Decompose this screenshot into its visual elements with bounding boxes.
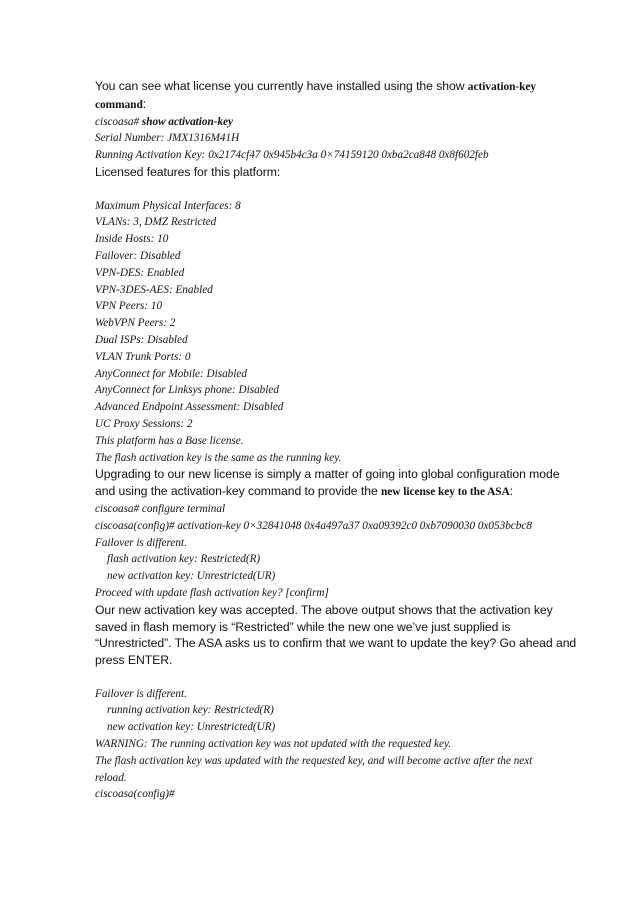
intro-bold-term: activation-key: [467, 81, 537, 93]
accepted-para-line: Our new activation key was accepted. The above output shows that the activation key: [95, 602, 553, 617]
feature-line: AnyConnect for Linksys phone: Disabled: [95, 384, 279, 397]
cli-show-command: [95, 114, 555, 131]
accepted-para-line: press ENTER.: [95, 653, 173, 668]
feature-line: This platform has a Base license.: [95, 434, 244, 447]
feature-line: Maximum Physical Interfaces: 8: [95, 199, 241, 212]
feature-line: Advanced Endpoint Assessment: Disabled: [95, 401, 284, 414]
flash-updated-line-2: reload.: [95, 771, 127, 784]
final-indented-line: running activation key: Restricted(R): [107, 704, 274, 717]
feature-line: VLAN Trunk Ports: 0: [95, 350, 191, 363]
cli-indented-line: flash activation key: Restricted(R): [107, 553, 261, 566]
cli-line: ciscoasa(config)# activation-key 0×32841048 0x4a497a37 0xa09392c0 0xb7090030 0x053bcbc8: [95, 519, 532, 532]
cli-prompt: ciscoasa#: [95, 115, 142, 128]
feature-line: VPN-DES: Enabled: [95, 266, 185, 279]
cli-line: Failover is different.: [95, 536, 187, 549]
feature-line: Dual ISPs: Disabled: [95, 333, 188, 346]
upgrade-text: and using the activation-key command to provide the: [95, 484, 382, 499]
feature-line: Failover: Disabled: [95, 249, 181, 262]
feature-line: The flash activation key is the same as the running key.: [95, 451, 342, 464]
upgrade-bold-term: new license key to the ASA: [381, 486, 510, 499]
intro-line-1: [95, 78, 555, 96]
proceed-line: Proceed with update flash activation key? [confirm]: [95, 586, 329, 599]
spacer: [95, 181, 555, 198]
warning-line: WARNING: The running activation key was not updated with the requested key.: [95, 738, 452, 751]
cli-indented-line: new activation key: Unrestricted(UR): [107, 570, 276, 583]
intro-bold-command: command: [95, 98, 143, 111]
feature-line: WebVPN Peers: 2: [95, 317, 176, 330]
final-indented-line: new activation key: Unrestricted(UR): [107, 721, 276, 734]
intro-colon: :: [142, 96, 147, 111]
flash-updated-line-1: The flash activation key was updated with the requested key, and will become active after the next: [95, 754, 533, 767]
document-body: [95, 78, 577, 803]
final-failover-line: Failover is different.: [95, 687, 187, 700]
accepted-para-line: “Unrestricted”. The ASA asks us to confirm that we want to update the key? Go ahead and: [95, 636, 577, 651]
running-key-line: Running Activation Key: 0x2174cf47 0x945b4c3a 0×74159120 0xba2ca848 0x8f602feb: [95, 149, 489, 162]
spacer: [95, 669, 555, 686]
feature-line: UC Proxy Sessions: 2: [95, 417, 193, 430]
feature-line: VPN-3DES-AES: Enabled: [95, 283, 213, 296]
feature-line: AnyConnect for Mobile: Disabled: [95, 367, 247, 380]
final-prompt: ciscoasa(config)#: [95, 788, 175, 801]
feature-line: VPN Peers: 10: [95, 300, 163, 313]
upgrade-colon: :: [509, 484, 514, 499]
feature-line: Inside Hosts: 10: [95, 233, 169, 246]
accepted-para-line: saved in flash memory is “Restricted” while the new one we’ve just supplied is: [95, 619, 511, 634]
serial-number-line: Serial Number: JMX1316M41H: [95, 132, 240, 145]
licensed-features-heading: Licensed features for this platform:: [95, 164, 281, 179]
feature-line: VLANs: 3, DMZ Restricted: [95, 216, 217, 229]
cli-command: show activation-key: [141, 115, 233, 128]
intro-text: You can see what license you currently have installed using the show: [95, 79, 468, 93]
upgrade-para-line-1: Upgrading to our new license is simply a matter of going into global configuration mode: [95, 467, 560, 482]
upgrade-para-line-2: [95, 483, 555, 501]
intro-line-2: [95, 96, 555, 114]
cli-line: ciscoasa# configure terminal: [95, 502, 226, 515]
